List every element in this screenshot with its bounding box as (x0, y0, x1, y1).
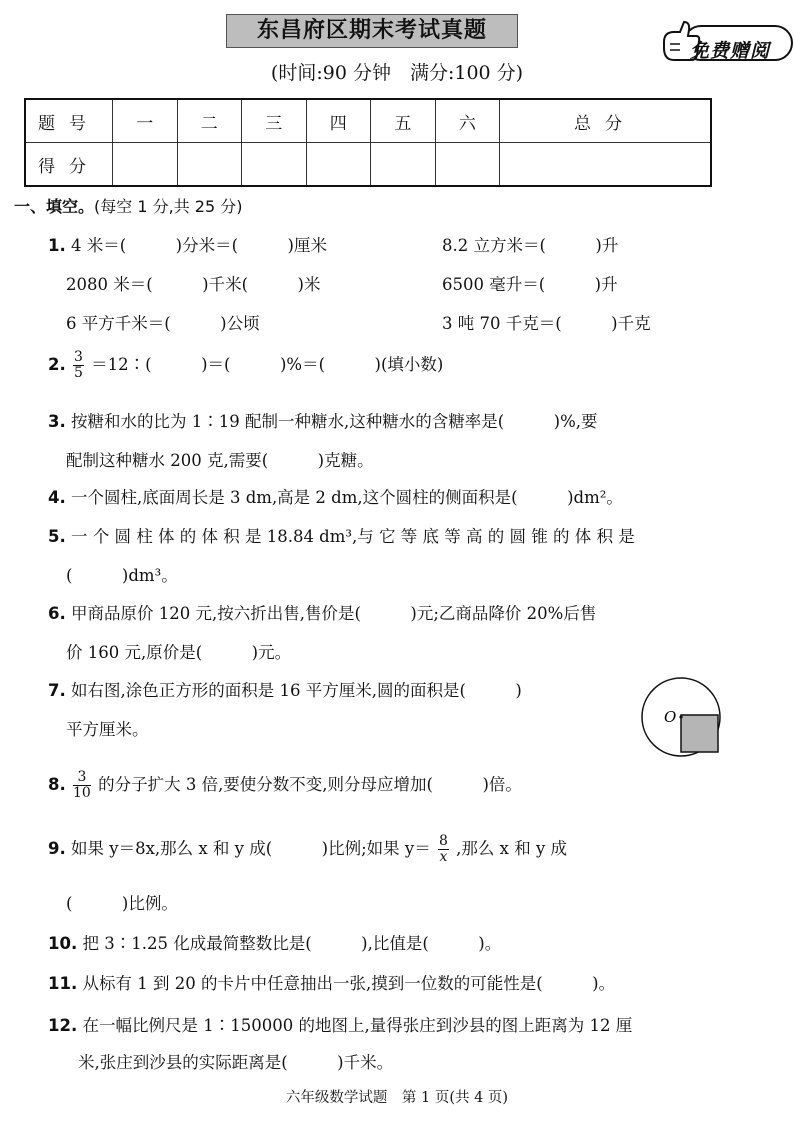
table-cell: 题号 (25, 99, 113, 143)
table-cell: 四 (306, 99, 371, 143)
score-cell (435, 143, 500, 187)
exam-subtitle: (时间:90 分钟 满分:100 分) (270, 62, 524, 84)
question-text: 按糖和水的比为 1∶19 配制一种糖水,这种糖水的含糖率是( )%,要 (71, 412, 598, 431)
exam-title: 东昌府区期末考试真题 (226, 14, 518, 48)
question-text: ,那么 x 和 y 成 (456, 839, 568, 858)
fraction-numerator: 3 (74, 349, 83, 365)
section-note: (每空 1 分,共 25 分) (94, 197, 243, 216)
question-9-line-2: ( )比例。 (66, 894, 178, 913)
question-number: 10. (48, 934, 78, 953)
fraction-denominator: 10 (73, 785, 91, 801)
question-text: 如右图,涂色正方形的面积是 16 平方厘米,圆的面积是( ) (71, 681, 522, 700)
question-number: 3. (48, 412, 66, 431)
center-label: O (664, 708, 677, 726)
question-1-item: 2080 米＝( )千米( )米 (66, 275, 321, 294)
table-cell: 五 (371, 99, 436, 143)
question-12-line-2: 米,张庄到沙县的实际距离是( )千米。 (78, 1053, 394, 1072)
question-text: 4 米＝( )分米＝( )厘米 (71, 236, 327, 255)
question-6-line-1 (48, 600, 596, 624)
circle-square-figure (640, 676, 726, 762)
table-cell: 总分 (500, 99, 711, 143)
fraction-denominator: x (439, 849, 448, 865)
question-1-item: 6500 毫升＝( )升 (442, 275, 618, 294)
score-cell (242, 143, 307, 187)
score-cell (306, 143, 371, 187)
score-cell (371, 143, 436, 187)
free-badge-label: 免费赠阅 (690, 40, 771, 62)
question-4 (48, 484, 623, 508)
question-9-line-1 (48, 834, 567, 865)
fraction (73, 770, 91, 801)
table-cell: 六 (435, 99, 500, 143)
question-text: 的分子扩大 3 倍,要使分数不变,则分母应增加( )倍。 (98, 775, 522, 794)
question-number: 2. (48, 355, 66, 374)
question-text: 甲商品原价 120 元,按六折出售,售价是( )元;乙商品降价 20%后售 (71, 604, 597, 623)
fraction-numerator: 3 (73, 770, 91, 786)
question-number: 8. (48, 775, 66, 794)
score-cell (177, 143, 242, 187)
question-text: 一个圆柱,底面周长是 3 dm,高是 2 dm,这个圆柱的侧面积是( )dm²。 (71, 488, 623, 507)
question-7-line-2: 平方厘米。 (66, 720, 149, 739)
question-10 (48, 930, 501, 954)
question-3-line-1 (48, 408, 598, 432)
fraction-denominator: 5 (74, 365, 83, 381)
question-number: 5. (48, 527, 66, 546)
question-text: 在一幅比例尺是 1∶150000 的地图上,量得张庄到沙县的图上距离为 12 厘 (82, 1016, 633, 1035)
question-5-line-2: ( )dm³。 (66, 566, 178, 585)
score-table (24, 98, 712, 187)
question-text: 从标有 1 到 20 的卡片中任意抽出一张,摸到一位数的可能性是( )。 (82, 974, 616, 993)
table-row (25, 143, 711, 187)
question-number: 12. (48, 1016, 78, 1035)
section-title: 填空。 (46, 197, 95, 216)
question-1-item: 6 平方千米＝( )公顷 (66, 314, 260, 333)
table-cell: 一 (113, 99, 178, 143)
question-5-line-1 (48, 523, 635, 547)
question-text: 把 3∶1.25 化成最简整数比是( ),比值是( )。 (82, 934, 502, 953)
question-text: ＝12∶( )＝( )%＝( )(填小数) (91, 355, 444, 374)
question-12-line-1 (48, 1012, 632, 1036)
table-cell: 得分 (25, 143, 113, 187)
score-cell (113, 143, 178, 187)
table-cell: 二 (177, 99, 242, 143)
score-cell (500, 143, 711, 187)
question-text: 如果 y＝8x,那么 x 和 y 成( )比例;如果 y＝ (71, 839, 431, 858)
fraction-numerator: 8 (438, 833, 448, 849)
question-11 (48, 970, 615, 994)
question-number: 9. (48, 839, 66, 858)
fraction (73, 350, 84, 381)
section-heading (14, 194, 243, 217)
page-footer: 六年级数学试题 第 1 页(共 4 页) (285, 1090, 509, 1106)
question-3-line-2: 配制这种糖水 200 克,需要( )克糖。 (66, 451, 374, 470)
question-1-line-1 (48, 232, 327, 256)
question-1-item: 8.2 立方米＝( )升 (442, 236, 619, 255)
question-2 (48, 350, 443, 381)
section-number: 一、 (14, 197, 47, 216)
table-cell: 三 (242, 99, 307, 143)
question-1-item: 3 吨 70 千克＝( )千克 (442, 314, 651, 333)
question-text: 一 个 圆 柱 体 的 体 积 是 18.84 dm³,与 它 等 底 等 高 的 圆 锥 的 体 积 是 (71, 527, 635, 546)
question-number: 6. (48, 604, 66, 623)
fraction (438, 834, 449, 865)
question-6-line-2: 价 160 元,原价是( )元。 (66, 643, 292, 662)
question-number: 1. (48, 236, 66, 255)
question-8 (48, 770, 522, 801)
question-number: 11. (48, 974, 78, 993)
question-7-line-1 (48, 677, 522, 701)
table-row (25, 99, 711, 143)
question-number: 7. (48, 681, 66, 700)
question-number: 4. (48, 488, 66, 507)
